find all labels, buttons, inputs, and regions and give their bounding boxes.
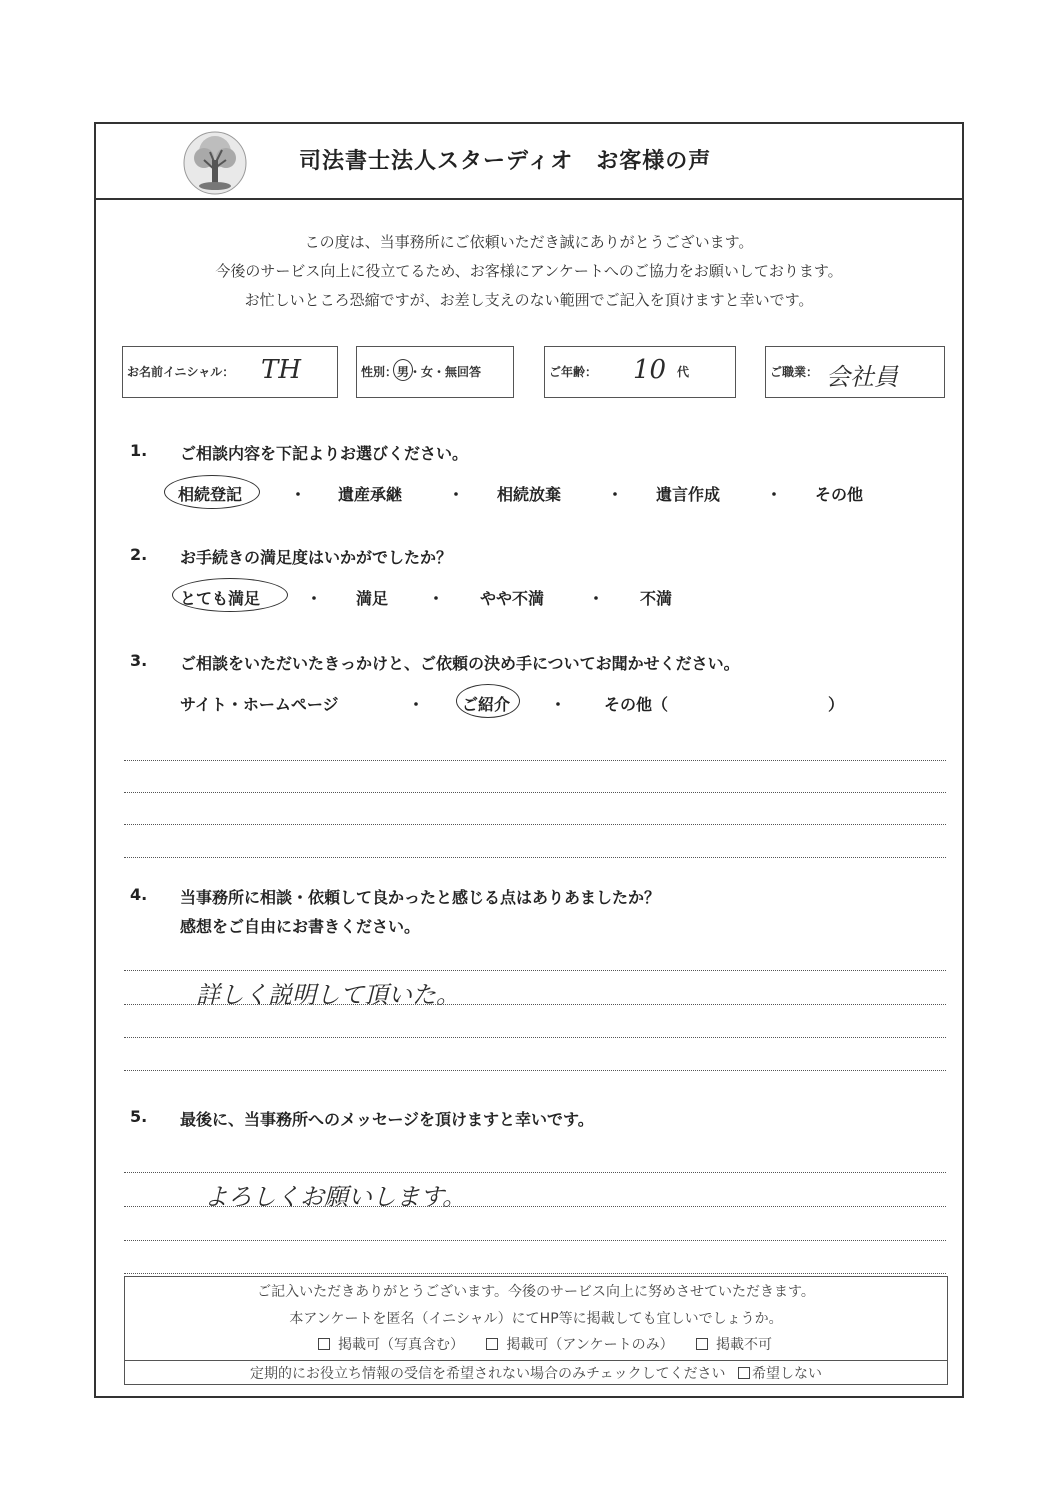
answer-line	[124, 1037, 946, 1038]
age-label: ご年齢：	[549, 365, 598, 379]
intro-text	[94, 228, 964, 315]
intro-line: 今後のサービス向上に役立てるため、お客様にアンケートへのご協力をお願いしております。	[215, 262, 843, 280]
answer-line	[124, 824, 946, 825]
answer-line	[124, 1273, 946, 1274]
separator: ・	[766, 485, 783, 504]
q3-text: ご相談をいただいたきっかけと、ご依頼の決め手についてお聞かせください。	[180, 654, 740, 673]
tree-logo-icon	[182, 130, 248, 196]
answer-line	[124, 760, 946, 761]
q4-text: 感想をご自由にお書きください。	[180, 917, 421, 936]
newsletter-optout	[125, 1363, 947, 1383]
q1-option[interactable]: 相続放棄	[497, 485, 562, 504]
answer-line	[124, 1172, 946, 1173]
newsletter-optout-label: 希望しない	[752, 1366, 823, 1382]
q1-option[interactable]: 遺産承継	[338, 485, 403, 504]
gender-label: 性別：	[361, 365, 398, 379]
checkbox[interactable]	[696, 1338, 708, 1350]
job-label: ご職業：	[770, 365, 819, 379]
age-value: 10	[633, 355, 667, 385]
answer-line	[124, 970, 946, 971]
intro-line: この度は、当事務所にご依頼いただき誠にありがとうございます。	[304, 233, 754, 251]
q4-answer[interactable]: 詳しく説明して頂いた。	[196, 981, 460, 1009]
checkbox[interactable]	[486, 1338, 498, 1350]
initial-label: お名前イニシャル：	[127, 365, 235, 379]
header	[94, 122, 964, 200]
separator: ・	[550, 695, 567, 714]
gender-options: 男・女・無回答	[397, 365, 482, 379]
intro-line: お忙しいところ恐縮ですが、お差し支えのない範囲でご記入を頂けますと幸いです。	[244, 291, 814, 309]
consent-box	[124, 1276, 948, 1385]
job-value: 会社員	[826, 363, 898, 391]
q2-option[interactable]: 不満	[640, 589, 673, 608]
q5-number: 5.	[130, 1107, 148, 1126]
age-unit: 代	[677, 365, 690, 379]
q5-text: 最後に、当事務所へのメッセージを頂けますと幸いです。	[180, 1110, 594, 1129]
q3-option[interactable]: ご紹介	[462, 695, 511, 714]
separator: ・	[290, 485, 307, 504]
q1-number: 1.	[130, 441, 148, 460]
divider	[125, 1360, 947, 1361]
separator: ・	[428, 589, 445, 608]
answer-line	[124, 792, 946, 793]
q2-option[interactable]: とても満足	[180, 589, 261, 608]
checkbox[interactable]	[738, 1367, 750, 1379]
publish-options	[125, 1334, 947, 1354]
answer-line	[124, 1004, 946, 1005]
job-field[interactable]	[765, 346, 945, 398]
initial-field[interactable]	[122, 346, 338, 398]
publish-option-label: 掲載不可	[716, 1337, 773, 1353]
gender-selected-mark	[393, 359, 413, 381]
q1-option[interactable]: 遺言作成	[656, 485, 721, 504]
q1-option[interactable]: 相続登記	[178, 485, 243, 504]
answer-line	[124, 1240, 946, 1241]
answer-line	[124, 1070, 946, 1071]
q3-number: 3.	[130, 651, 148, 670]
gender-field[interactable]	[356, 346, 514, 398]
separator: ・	[588, 589, 605, 608]
publish-option-label: 掲載可（アンケートのみ）	[506, 1337, 674, 1353]
separator: ・	[448, 485, 465, 504]
q2-option[interactable]: 満足	[356, 589, 389, 608]
q2-text: お手続きの満足度はいかがでしたか？	[180, 548, 453, 567]
q3-option[interactable]: その他（	[604, 695, 669, 714]
initial-value: TH	[261, 355, 302, 385]
age-field[interactable]	[544, 346, 736, 398]
answer-line	[124, 857, 946, 858]
q2-option[interactable]: やや不満	[480, 589, 545, 608]
q1-option[interactable]: その他	[815, 485, 864, 504]
separator: ・	[607, 485, 624, 504]
q3-option[interactable]: サイト・ホームページ	[180, 695, 339, 714]
separator: ・	[306, 589, 323, 608]
q5-answer[interactable]: よろしくお願いします。	[204, 1183, 467, 1211]
footer-question: 本アンケートを匿名（イニシャル）にてHP等に掲載しても宜しいでしょうか。	[289, 1311, 783, 1327]
footer-thanks: ご記入いただきありがとうございます。今後のサービス向上に努めさせていただきます。	[257, 1284, 815, 1300]
q3-other-close: ）	[828, 695, 845, 714]
page-title: 司法書士法人スターディオ お客様の声	[299, 149, 712, 174]
newsletter-optout-text: 定期的にお役立ち情報の受信を希望されない場合のみチェックしてください	[249, 1366, 726, 1382]
q1-text: ご相談内容を下記よりお選びください。	[180, 444, 469, 463]
separator: ・	[408, 695, 425, 714]
publish-option-label: 掲載可（写真含む）	[337, 1337, 464, 1353]
q4-number: 4.	[130, 885, 148, 904]
checkbox[interactable]	[318, 1338, 330, 1350]
q2-number: 2.	[130, 545, 148, 564]
answer-line	[124, 1206, 946, 1207]
q4-text: 当事務所に相談・依頼して良かったと感じる点はありあましたか？	[180, 888, 661, 907]
